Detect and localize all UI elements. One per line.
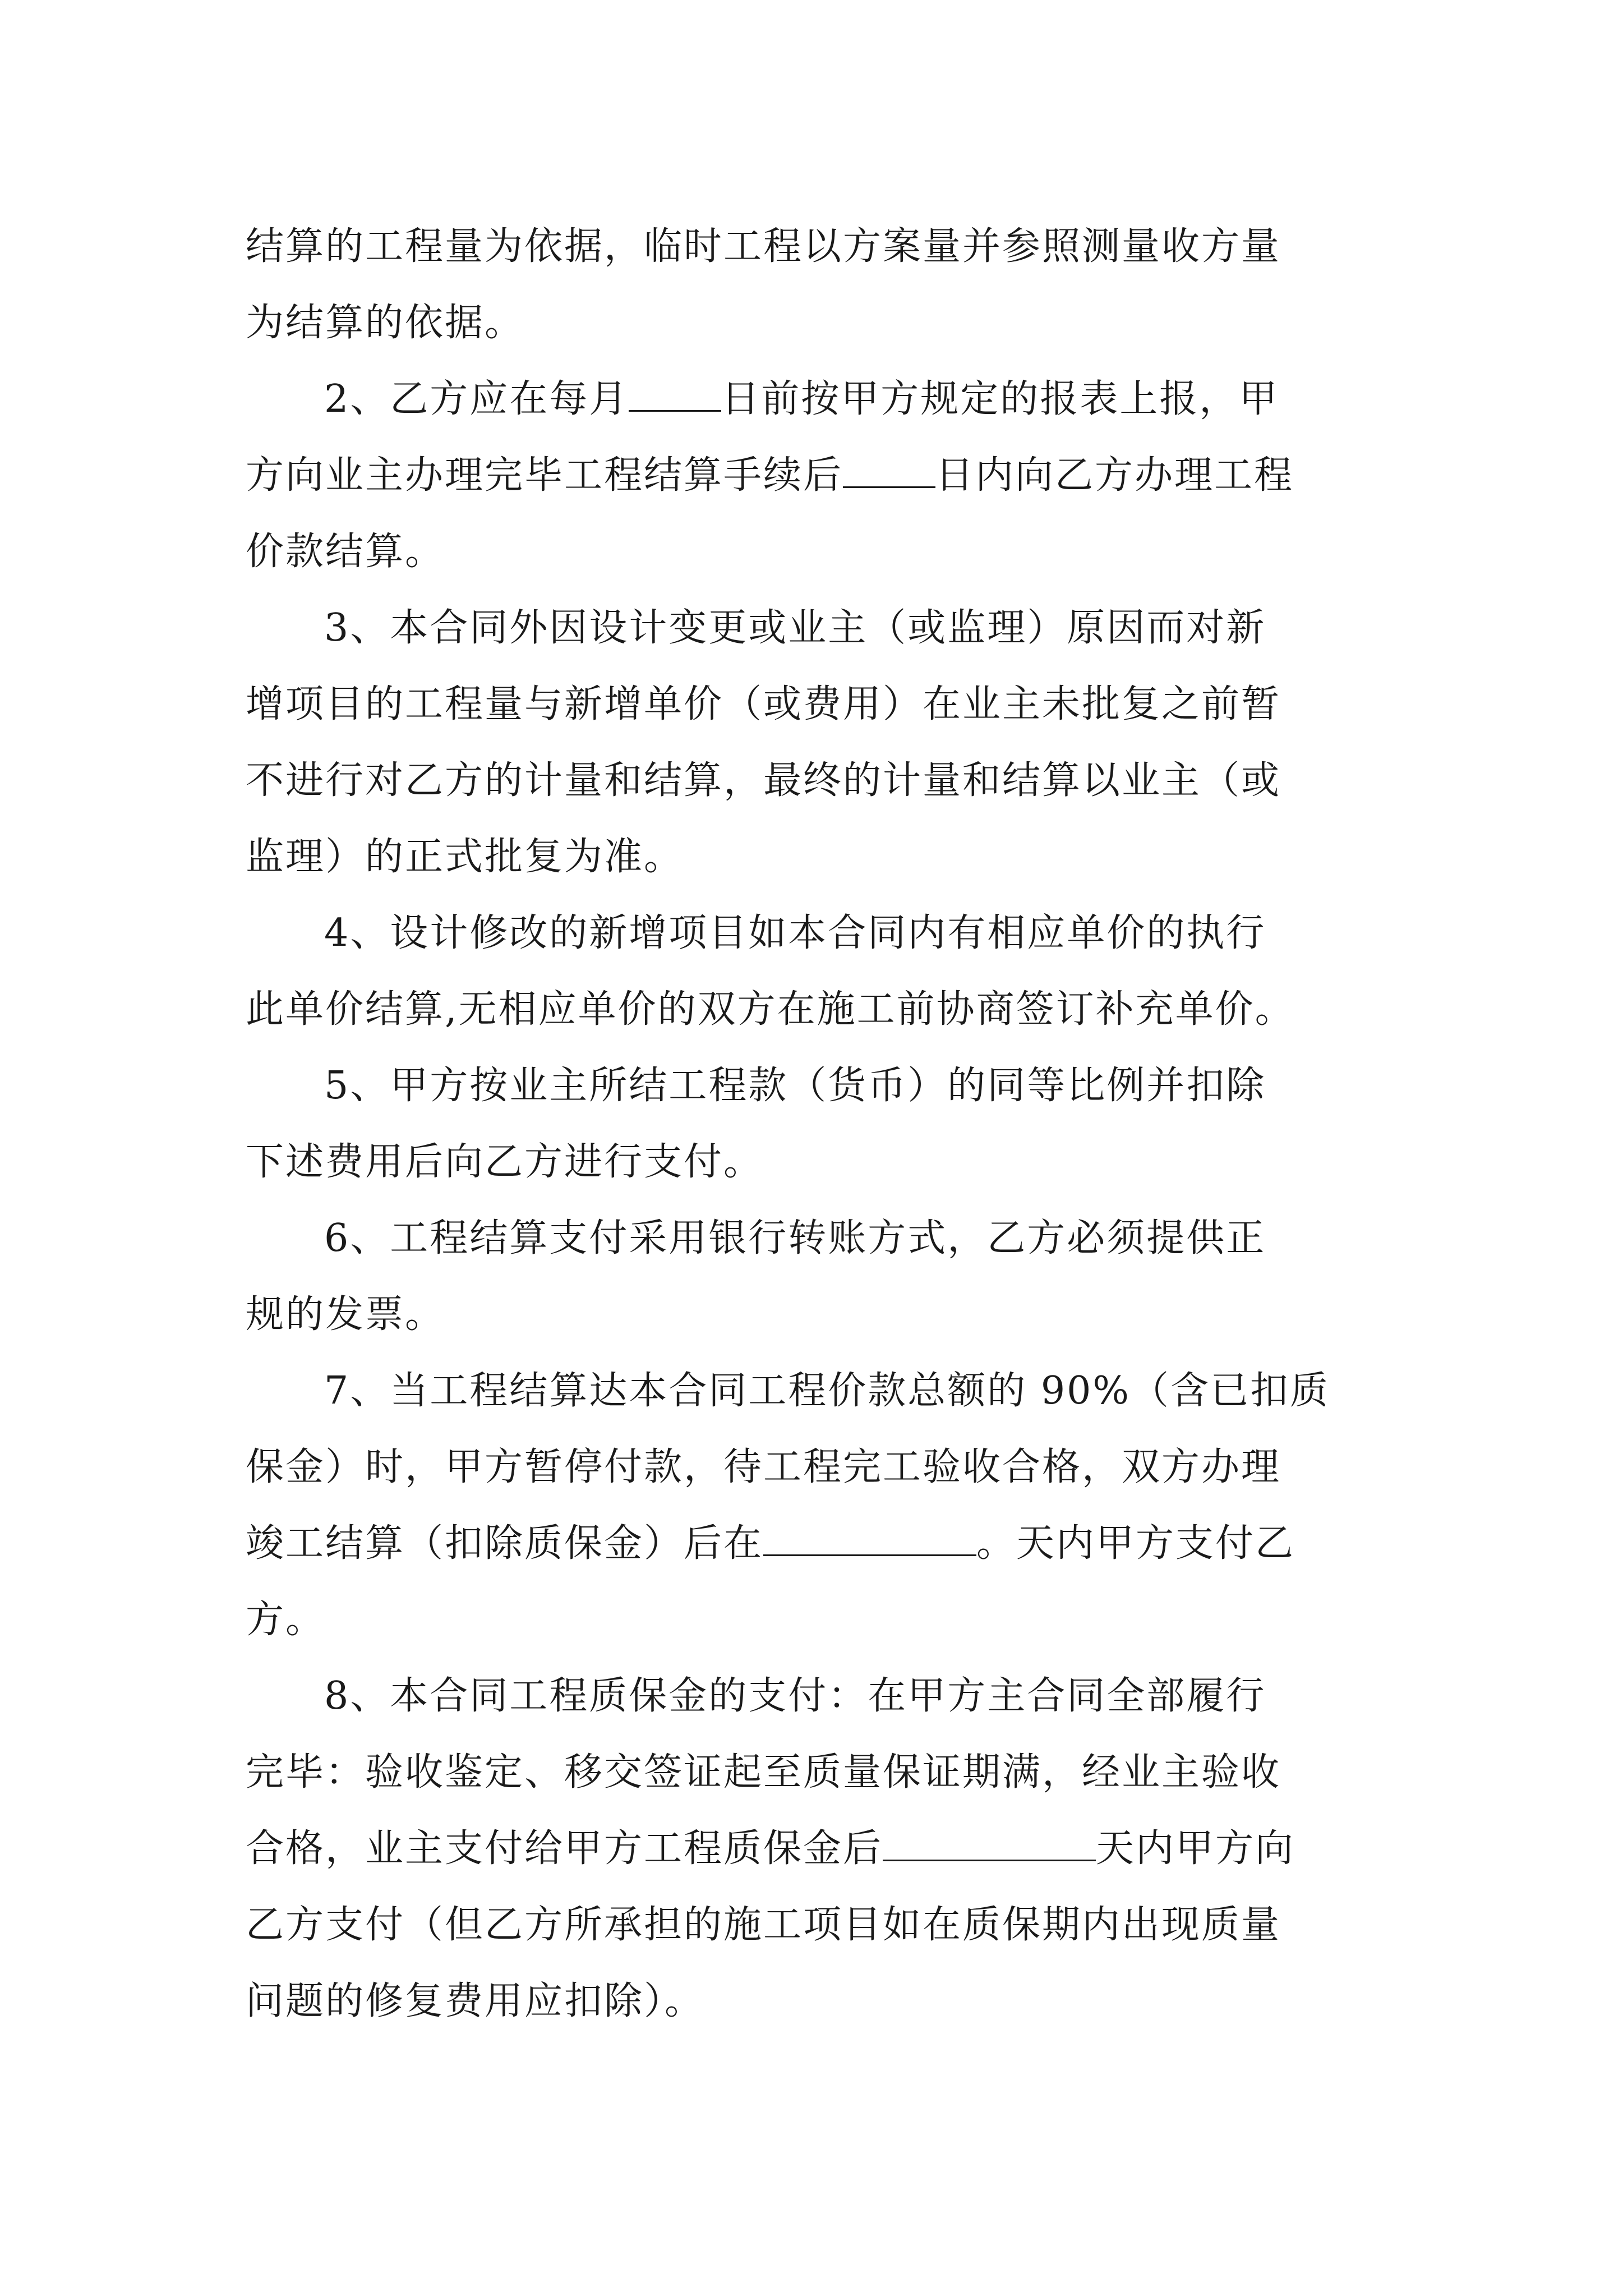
paragraph-settlement-basis [246,209,1384,361]
paragraph-clause-8 [246,1658,1384,2040]
text-fragment: 日内向乙方办理工程 [935,453,1294,498]
text-line [246,1811,1384,1887]
text-line: 此单价结算,无相应单价的双方在施工前协商签订补充单价。 [246,987,1295,1032]
text-line: 为结算的依据。 [246,301,525,345]
text-line [246,1506,1384,1582]
text-line [246,438,1384,514]
paragraph-clause-2 [246,361,1384,590]
text-line: 问题的修复费用应扣除）。 [246,1979,705,2023]
text-line: 完毕：验收鉴定、移交签证起至质量保证期满，经业主验收 [246,1750,1281,1795]
paragraph-clause-6 [246,1200,1384,1353]
text-line: 6、工程结算支付采用银行转账方式，乙方必须提供正 [324,1216,1266,1260]
text-fragment: 2、乙方应在每月 [324,377,629,421]
text-line: 乙方支付（但乙方所承担的施工项目如在质保期内出现质量 [246,1903,1281,1947]
paragraph-clause-4 [246,895,1384,1048]
text-fragment: 合格，业主支付给甲方工程质保金后 [246,1826,883,1871]
text-line: 方。 [246,1598,326,1642]
text-line: 5、甲方按业主所结工程款（货币）的同等比例并扣除 [324,1064,1266,1108]
text-line: 下述费用后向乙方进行支付。 [246,1140,764,1184]
text-fragment: 日前按甲方规定的报表上报，甲 [721,377,1279,421]
text-line: 8、本合同工程质保金的支付：在甲方主合同全部履行 [324,1674,1266,1718]
paragraph-clause-5 [246,1048,1384,1200]
paragraph-clause-7 [246,1353,1384,1658]
text-fragment: 竣工结算（扣除质保金）后在 [246,1521,764,1566]
text-line: 保金）时，甲方暂停付款，待工程完工验收合格，双方办理 [246,1445,1281,1489]
fill-in-blank [843,455,935,488]
fill-in-blank [629,379,721,412]
text-fragment: 天内甲方向 [1096,1826,1295,1871]
paragraph-clause-3 [246,590,1384,895]
text-line: 增项目的工程量与新增单价（或费用）在业主未批复之前暂 [246,682,1281,726]
text-line: 3、本合同外因设计变更或业主（或监理）原因而对新 [324,606,1266,650]
text-line [246,361,1384,438]
text-line: 价款结算。 [246,530,445,574]
text-line: 结算的工程量为依据，临时工程以方案量并参照测量收方量 [246,224,1281,269]
text-line: 规的发票。 [246,1292,445,1337]
text-fragment: 。天内甲方支付乙 [976,1521,1295,1566]
text-line: 不进行对乙方的计量和结算，最终的计量和结算以业主（或 [246,758,1281,803]
document-body [246,209,1384,2040]
text-line: 4、设计修改的新增项目如本合同内有相应单价的执行 [324,911,1266,955]
text-line: 7、当工程结算达本合同工程价款总额的 90%（含已扣质 [324,1369,1330,1413]
fill-in-blank [883,1828,1096,1861]
text-fragment: 方向业主办理完毕工程结算手续后 [246,453,843,498]
fill-in-blank [763,1523,976,1556]
text-line: 监理）的正式批复为准。 [246,835,684,879]
